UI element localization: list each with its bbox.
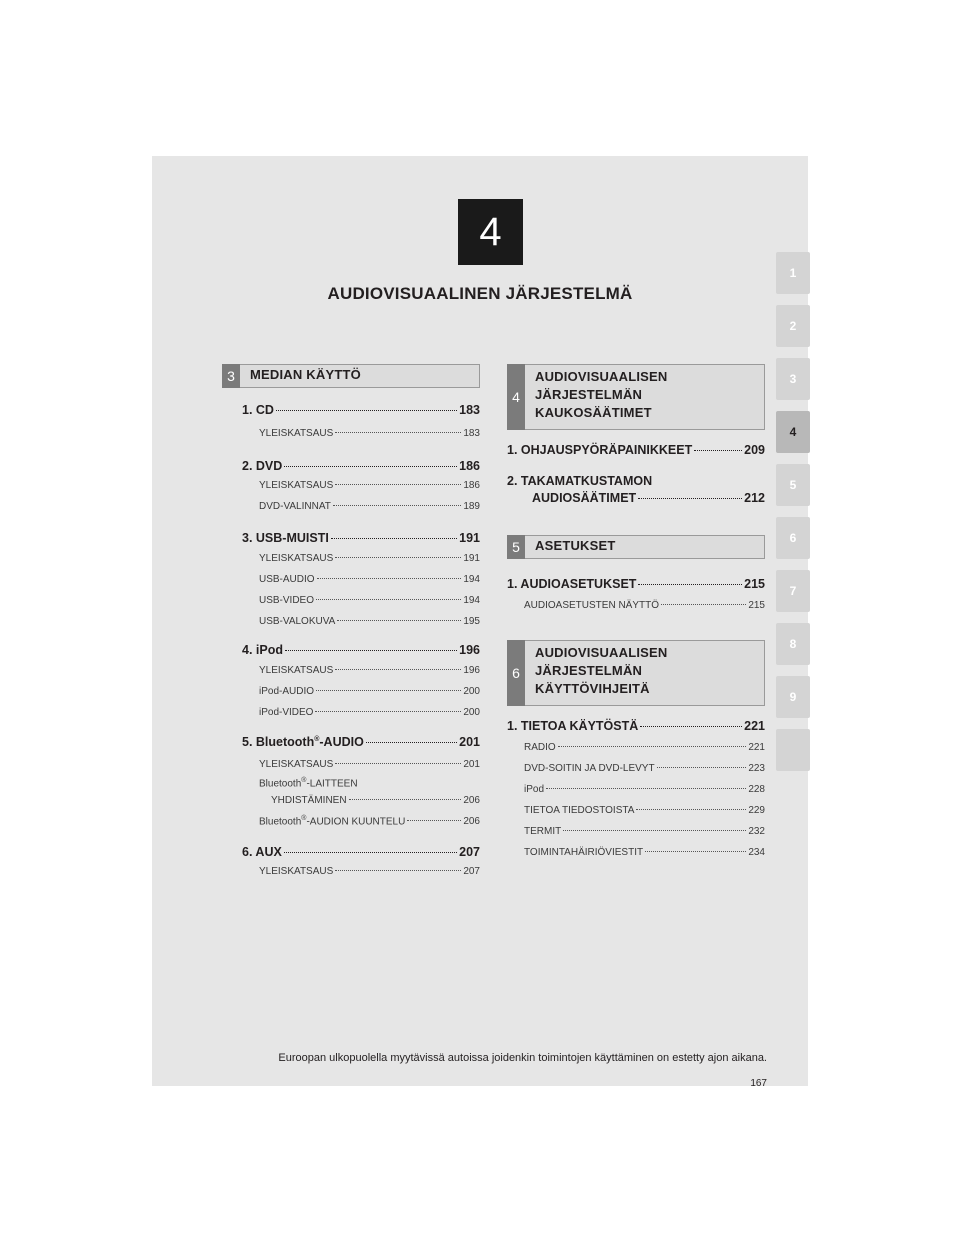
tab-label: 5 bbox=[789, 478, 797, 492]
section-number: 3 bbox=[222, 364, 240, 388]
toc-subentry[interactable] bbox=[524, 600, 765, 611]
footer-note: Euroopan ulkopuolella myytävissä autoissa joidenkin toimintojen käyttäminen on estetty ajon aikana. bbox=[278, 1052, 767, 1064]
entry-title: 6. AUX bbox=[242, 845, 282, 859]
tab-label: 1 bbox=[789, 266, 797, 280]
subentry-title: USB-AUDIO bbox=[259, 574, 315, 585]
section-header-5 bbox=[507, 535, 765, 559]
toc-subentry[interactable] bbox=[524, 847, 765, 858]
subentry-page: 189 bbox=[463, 501, 480, 512]
subentry-page: 215 bbox=[748, 600, 765, 611]
section-title: MEDIAN KÄYTTÖ bbox=[250, 367, 361, 382]
toc-subentry[interactable] bbox=[524, 826, 765, 837]
entry-title: 3. USB-MUISTI bbox=[242, 531, 329, 545]
entry-page: 183 bbox=[459, 403, 480, 417]
subentry-page: 223 bbox=[748, 763, 765, 774]
toc-subentry[interactable] bbox=[524, 805, 765, 816]
subentry-title: AUDIOASETUSTEN NÄYTTÖ bbox=[524, 600, 660, 611]
subentry-page: 201 bbox=[463, 759, 480, 770]
page-number: 167 bbox=[750, 1078, 767, 1089]
entry-page: 186 bbox=[459, 459, 480, 473]
subentry-title: USB-VALOKUVA bbox=[259, 616, 336, 627]
tab-8[interactable] bbox=[776, 623, 810, 665]
toc-subentry[interactable] bbox=[259, 501, 480, 512]
toc-subentry-line1[interactable] bbox=[259, 777, 480, 789]
section-number: 6 bbox=[507, 640, 525, 706]
toc-subentry[interactable] bbox=[259, 759, 480, 770]
subentry-page: 206 bbox=[463, 795, 480, 806]
chapter-title: AUDIOVISUAALINEN JÄRJESTELMÄ bbox=[327, 284, 633, 303]
toc-subentry[interactable] bbox=[259, 815, 480, 827]
tab-1[interactable] bbox=[776, 252, 810, 294]
entry-title: 2. DVD bbox=[242, 459, 283, 473]
chapter-number-box bbox=[458, 199, 523, 265]
subentry-page: 186 bbox=[463, 480, 480, 491]
toc-subentry[interactable] bbox=[259, 707, 480, 718]
subentry-title: YLEISKATSAUS bbox=[259, 553, 334, 564]
entry-title: 1. TIETOA KÄYTÖSTÄ bbox=[507, 719, 639, 733]
tab-4[interactable] bbox=[776, 411, 810, 453]
section-title: AUDIOVISUAALISEN JÄRJESTELMÄN KÄYTTÖVIHJEITÄ bbox=[535, 645, 668, 696]
subentry-title: TOIMINTAHÄIRIÖVIESTIT bbox=[524, 847, 644, 858]
toc-entry-steering-buttons[interactable] bbox=[507, 443, 765, 457]
subentry-title: Bluetooth®-AUDION KUUNTELU bbox=[259, 815, 406, 828]
section-number: 5 bbox=[507, 535, 525, 559]
entry-title: 1. AUDIOASETUKSET bbox=[507, 577, 637, 591]
subentry-title: YLEISKATSAUS bbox=[259, 759, 334, 770]
subentry-title: YLEISKATSAUS bbox=[259, 480, 334, 491]
subentry-page: 229 bbox=[748, 805, 765, 816]
chapter-number: 4 bbox=[479, 209, 502, 254]
subentry-title: DVD-VALINNAT bbox=[259, 501, 331, 512]
tab-7[interactable] bbox=[776, 570, 810, 612]
toc-subentry[interactable] bbox=[259, 686, 480, 697]
subentry-page: 183 bbox=[463, 428, 480, 439]
entry-page: 207 bbox=[459, 845, 480, 859]
tab-blank bbox=[776, 729, 810, 771]
toc-subentry[interactable] bbox=[271, 795, 480, 806]
toc-subentry[interactable] bbox=[259, 616, 480, 627]
subentry-title: TERMIT bbox=[524, 826, 562, 837]
subentry-title: TIETOA TIEDOSTOISTA bbox=[524, 805, 635, 816]
toc-entry-bluetooth-audio[interactable] bbox=[242, 735, 480, 749]
section-header-6 bbox=[507, 640, 765, 706]
subentry-page: 200 bbox=[463, 707, 480, 718]
tab-label: 8 bbox=[789, 637, 797, 651]
section-header-3 bbox=[222, 364, 480, 388]
toc-entry-ipod[interactable] bbox=[242, 643, 480, 657]
toc-subentry[interactable] bbox=[259, 553, 480, 564]
subentry-title: Bluetooth®-LAITTEEN bbox=[259, 777, 358, 790]
entry-page: 196 bbox=[459, 643, 480, 657]
subentry-title: RADIO bbox=[524, 742, 556, 753]
toc-subentry[interactable] bbox=[259, 665, 480, 676]
tab-5[interactable] bbox=[776, 464, 810, 506]
subentry-title: YLEISKATSAUS bbox=[259, 866, 334, 877]
tab-label: 9 bbox=[789, 690, 797, 704]
section-title: AUDIOVISUAALISEN JÄRJESTELMÄN KAUKOSÄÄTIMET bbox=[535, 369, 668, 420]
subentry-page: 206 bbox=[463, 816, 480, 828]
entry-page: 212 bbox=[744, 491, 765, 505]
subentry-title: iPod bbox=[524, 784, 545, 795]
subentry-title: YLEISKATSAUS bbox=[259, 428, 334, 439]
subentry-page: 228 bbox=[748, 784, 765, 795]
toc-subentry[interactable] bbox=[524, 763, 765, 774]
entry-title: 2. TAKAMATKUSTAMON bbox=[507, 474, 653, 488]
subentry-page: 207 bbox=[463, 866, 480, 877]
subentry-page: 195 bbox=[463, 616, 480, 627]
tab-6[interactable] bbox=[776, 517, 810, 559]
toc-entry-aux[interactable] bbox=[242, 845, 480, 859]
toc-entry-rear-controls-line1[interactable] bbox=[507, 474, 765, 488]
subentry-title: YLEISKATSAUS bbox=[259, 665, 334, 676]
entry-page: 201 bbox=[459, 735, 480, 749]
subentry-title: DVD-SOITIN JA DVD-LEVYT bbox=[524, 763, 655, 774]
tab-3[interactable] bbox=[776, 358, 810, 400]
entry-title: 4. iPod bbox=[242, 643, 283, 657]
tab-label: 3 bbox=[789, 372, 797, 386]
section-title: ASETUKSET bbox=[535, 538, 616, 553]
subentry-page: 196 bbox=[463, 665, 480, 676]
tab-2[interactable] bbox=[776, 305, 810, 347]
toc-entry-audio-settings[interactable] bbox=[507, 577, 765, 591]
subentry-title: iPod-VIDEO bbox=[259, 707, 314, 718]
section-number: 4 bbox=[507, 364, 525, 430]
toc-entry-cd[interactable] bbox=[242, 403, 480, 417]
toc-subentry[interactable] bbox=[259, 595, 480, 606]
subentry-page: 194 bbox=[463, 595, 480, 606]
tab-9[interactable] bbox=[776, 676, 810, 718]
toc-subentry[interactable] bbox=[259, 866, 480, 877]
section-header-4 bbox=[507, 364, 765, 430]
tab-label: 2 bbox=[789, 319, 797, 333]
subentry-page: 194 bbox=[463, 574, 480, 585]
subentry-title: iPod-AUDIO bbox=[259, 686, 315, 697]
tab-label: 7 bbox=[789, 584, 797, 598]
entry-page: 221 bbox=[744, 719, 765, 733]
subentry-page: 200 bbox=[463, 686, 480, 697]
entry-title: 1. OHJAUSPYÖRÄPAINIKKEET bbox=[507, 443, 693, 457]
entry-title: AUDIOSÄÄTIMET bbox=[532, 491, 637, 505]
toc-entry-usb[interactable] bbox=[242, 531, 480, 545]
entry-page: 215 bbox=[744, 577, 765, 591]
toc-entry-dvd[interactable] bbox=[242, 459, 480, 473]
entry-title: 5. Bluetooth®-AUDIO bbox=[242, 735, 364, 749]
toc-subentry[interactable] bbox=[524, 742, 765, 753]
toc-subentry[interactable] bbox=[524, 784, 765, 795]
subentry-page: 221 bbox=[748, 742, 765, 753]
subentry-page: 191 bbox=[463, 553, 480, 564]
subentry-title: YHDISTÄMINEN bbox=[271, 795, 347, 806]
entry-page: 191 bbox=[459, 531, 480, 545]
toc-subentry[interactable] bbox=[259, 428, 480, 439]
toc-subentry[interactable] bbox=[259, 574, 480, 585]
entry-title: 1. CD bbox=[242, 403, 274, 417]
subentry-page: 232 bbox=[748, 826, 765, 837]
toc-entry-usage-info[interactable] bbox=[507, 719, 765, 733]
subentry-title: USB-VIDEO bbox=[259, 595, 315, 606]
toc-subentry[interactable] bbox=[259, 480, 480, 491]
tab-label: 6 bbox=[789, 531, 797, 545]
entry-page: 209 bbox=[744, 443, 765, 457]
subentry-page: 234 bbox=[748, 847, 765, 858]
toc-entry-rear-controls[interactable] bbox=[532, 491, 765, 505]
tab-label: 4 bbox=[789, 425, 797, 439]
